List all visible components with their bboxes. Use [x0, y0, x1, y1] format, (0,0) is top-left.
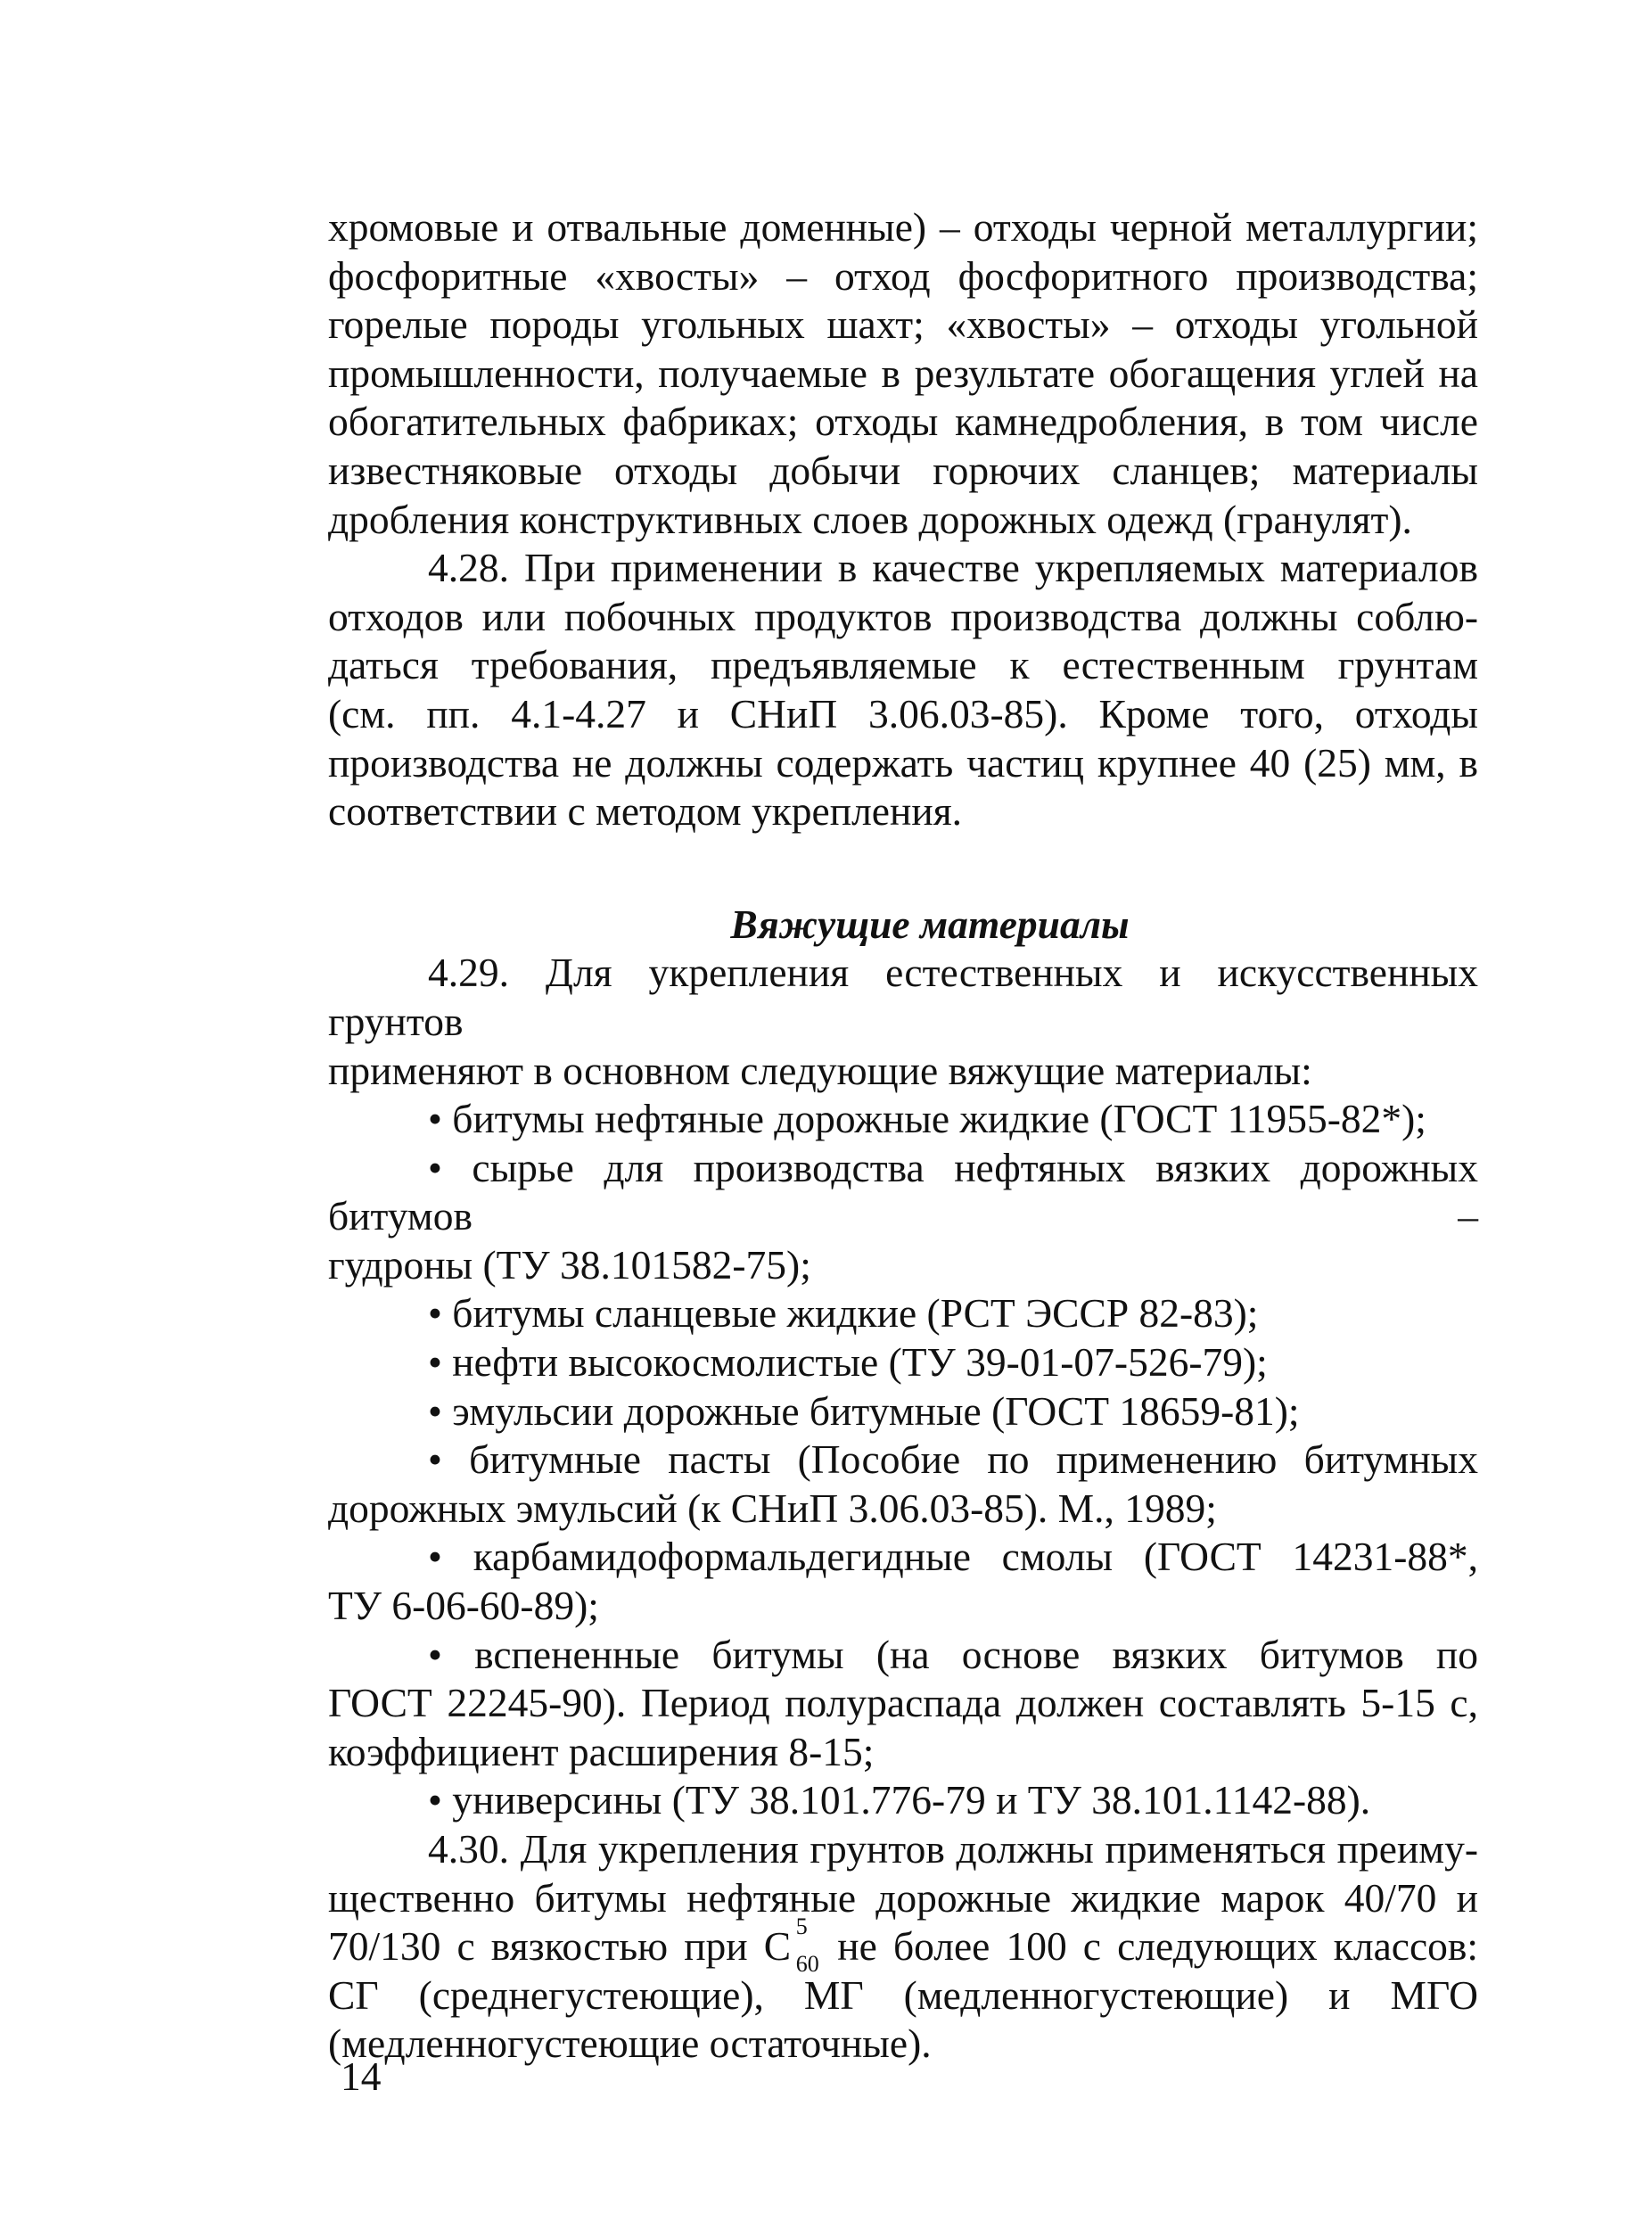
text-line: коэффициент расширения 8-15; — [328, 1728, 875, 1774]
text-line: (медленногустеющие остаточные). — [328, 2020, 932, 2067]
text-line: применяют в основном следующие вяжущие материалы: — [328, 1047, 1312, 1093]
paragraph-continuation — [328, 203, 1478, 544]
text-line: • нефти высокосмолистые (ТУ 39-01-07-526-79); — [428, 1339, 1268, 1386]
paragraph-4-29 — [328, 949, 1478, 1095]
text-line: • сырье для производства нефтяных вязких дорожных битумов – — [328, 1144, 1478, 1239]
text-line: известняковые отходы добычи горючих сланцев; материалы — [328, 447, 1478, 493]
text-line: • вспененные битумы (на основе вязких битумов по — [428, 1631, 1478, 1677]
viscosity-subscript: 60 — [795, 1951, 819, 1978]
binder-list — [328, 1095, 1478, 1825]
text-line: отходов или побочных продуктов производства должны соблю- — [328, 593, 1478, 639]
text-line: • карбамидоформальдегидные смолы (ГОСТ 14231-88*, — [428, 1534, 1478, 1580]
text-line: • универсины (ТУ 38.101.776-79 и ТУ 38.101.1142-88). — [428, 1777, 1371, 1823]
text-fragment: 70/130 с вязкостью при — [328, 1923, 748, 1970]
text-line: • эмульсии дорожные битумные (ГОСТ 18659-81); — [428, 1387, 1300, 1434]
text-line: • битумы сланцевые жидкие (РСТ ЭССР 82-83); — [428, 1290, 1259, 1337]
text-line: обогатительных фабриках; отходы камнедробления, в том числе — [328, 399, 1478, 445]
text-fragment: не более 100 с следующих классов: — [837, 1923, 1479, 1970]
text-line: даться требования, предъявляемые к естественным грунтам — [328, 642, 1478, 688]
text-line: ГОСТ 22245-90). Период полураспада должен составлять 5-15 с, — [328, 1680, 1478, 1726]
viscosity-superscript: 5 — [795, 1913, 808, 1940]
list-item — [328, 1338, 1478, 1387]
list-item — [328, 1533, 1478, 1630]
text-line: горелые породы угольных шахт; «хвосты» – отходы угольной — [328, 301, 1478, 348]
text-line: 4.28. При применении в качестве укрепляемых материалов — [428, 545, 1478, 591]
page-content — [328, 203, 1478, 2069]
list-item — [328, 1289, 1478, 1338]
text-line: соответствии с методом укрепления. — [328, 788, 963, 835]
text-line: производства не должны содержать частиц крупнее 40 (25) мм, в — [328, 739, 1478, 786]
list-item — [328, 1631, 1478, 1777]
viscosity-letter: С — [763, 1923, 792, 1970]
text-line: СГ (среднегустеющие), МГ (медленногустеющие) и МГО — [328, 1971, 1478, 2018]
list-item — [328, 1387, 1478, 1436]
list-item — [328, 1776, 1478, 1825]
paragraph-4-30 — [328, 1825, 1478, 2069]
text-line: хромовые и отвальные доменные) – отходы черной металлургии; — [328, 204, 1478, 250]
text-line: гудроны (ТУ 38.101582-75); — [328, 1241, 811, 1288]
page-number: 14 — [341, 2053, 382, 2099]
text-line: промышленности, получаемые в результате обогащения углей на — [328, 350, 1478, 396]
paragraph-4-28 — [328, 544, 1478, 836]
text-line: • битумные пасты (Пособие по применению битумных — [428, 1436, 1478, 1483]
text-line: 4.30. Для укрепления грунтов должны применяться преиму- — [428, 1826, 1478, 1872]
list-item — [328, 1144, 1478, 1290]
text-line: фосфоритные «хвосты» – отход фосфоритного производства; — [328, 252, 1478, 299]
list-item — [328, 1095, 1478, 1144]
list-item — [328, 1436, 1478, 1533]
text-line: дробления конструктивных слоев дорожных одежд (гранулят). — [328, 496, 1412, 542]
text-line: (см. пп. 4.1-4.27 и СНиП 3.06.03-85). Кроме того, отходы — [328, 690, 1478, 736]
text-line: 4.29. Для укрепления естественных и искусственных грунтов — [328, 950, 1478, 1044]
text-line: ТУ 6-06-60-89); — [328, 1583, 599, 1629]
section-heading: Вяжущие материалы — [730, 901, 1130, 947]
text-line: • битумы нефтяные дорожные жидкие (ГОСТ 11955-82*); — [428, 1096, 1426, 1142]
viscosity-symbol — [763, 1913, 821, 1978]
text-line-with-formula — [328, 1913, 1479, 1978]
text-line: щественно битумы нефтяные дорожные жидкие марок 40/70 и — [328, 1874, 1478, 1921]
text-line: дорожных эмульсий (к СНиП 3.06.03-85). М., 1989; — [328, 1485, 1217, 1531]
